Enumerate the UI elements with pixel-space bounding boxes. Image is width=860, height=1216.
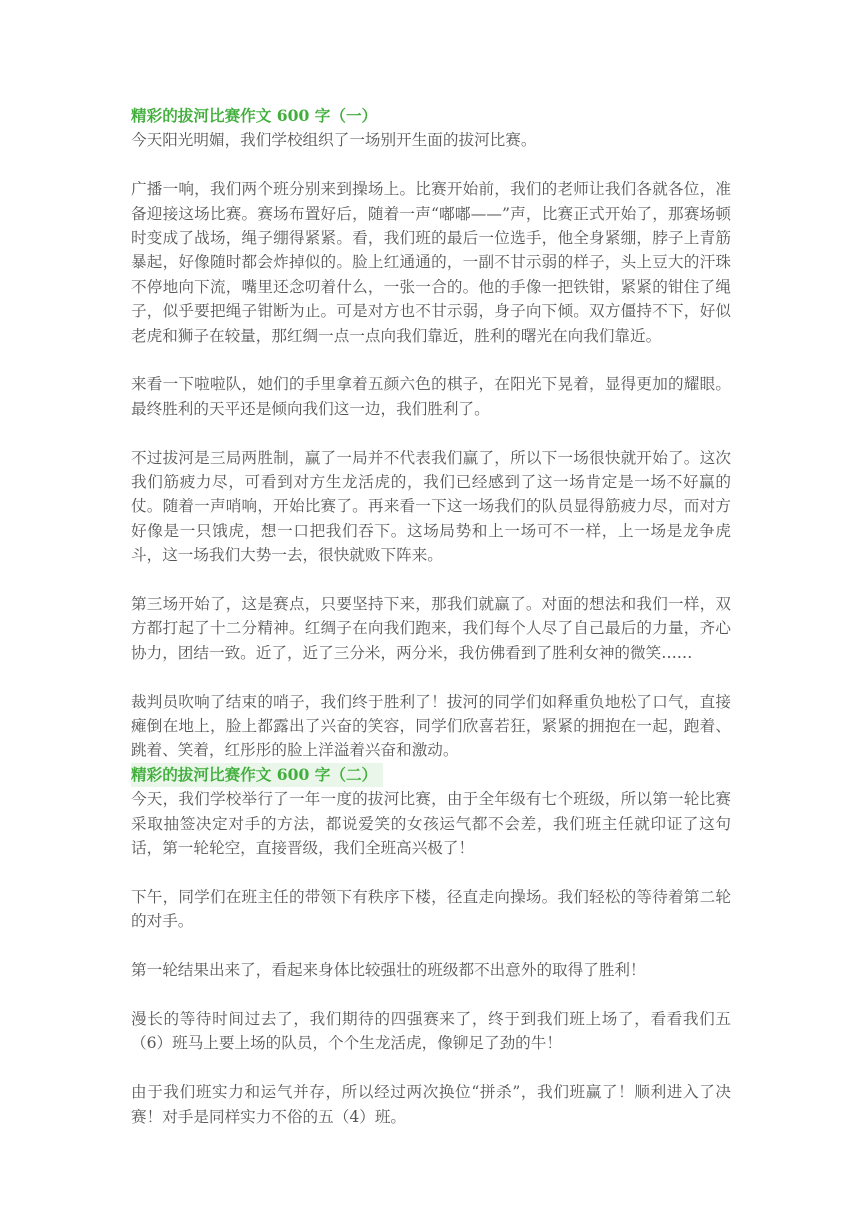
- section-2-title: 精彩的拔河比赛作文 600 字（二）: [131, 763, 383, 787]
- paragraph: 不过拔河是三局两胜制，赢了一局并不代表我们赢了，所以下一场很快就开始了。这次我们筋疲力尽，可看到对方生龙活虎的，我们已经感到了这一场肯定是一场不好赢的仗。随着一声哨响，开始比赛了。再来看一下这一场我们的队员显得筋疲力尽，而对方好像是一只饿虎，想一口把我们吞下。这场局势和上一场可不一样，上一场是龙争虎斗，这一场我们大势一去，很快就败下阵来。: [131, 448, 731, 565]
- paragraph: 漫长的等待时间过去了，我们期待的四强赛来了，终于到我们班上场了，看看我们五（6）班马上要上场的队员，个个生龙活虎，像铆足了劲的牛！: [131, 1009, 731, 1053]
- paragraph: 第三场开始了，这是赛点，只要坚持下来，那我们就赢了。对面的想法和我们一样，双方都打起了十二分精神。红绸子在向我们跑来，我们每个人尽了自己最后的力量，齐心协力，团结一致。近了，近了三分米，两分米，我仿佛看到了胜利女神的微笑……: [131, 595, 731, 662]
- section-1-title: 精彩的拔河比赛作文 600 字（一）: [131, 106, 378, 125]
- document-body: [131, 104, 731, 1129]
- paragraph: 第一轮结果出来了，看起来身体比较强壮的班级都不出意外的取得了胜利！: [131, 961, 646, 980]
- paragraph: 今天阳光明媚，我们学校组织了一场别开生面的拔河比赛。: [131, 131, 537, 150]
- paragraph: 裁判员吹响了结束的哨子，我们终于胜利了！拔河的同学们如释重负地松了口气，直接瘫倒在地上，脸上都露出了兴奋的笑容，同学们欣喜若狂，紧紧的拥抱在一起，跑着、跳着、笑着，红彤彤的脸上洋溢着兴奋和激动。: [131, 692, 731, 760]
- paragraph: 来看一下啦啦队，她们的手里拿着五颜六色的棋子，在阳光下晃着，显得更加的耀眼。最终胜利的天平还是倾向我们这一边，我们胜利了。: [131, 375, 731, 418]
- paragraph: 广播一响，我们两个班分别来到操场上。比赛开始前，我们的老师让我们各就各位，准备迎接这场比赛。赛场布置好后，随着一声“嘟嘟——”声，比赛正式开始了，那赛场顿时变成了战场，绳子绷得紧紧。看，我们班的最后一位选手，他全身紧绷，脖子上青筋暴起，好像随时都会炸掉似的。脸上红通通的，一副不甘示弱的样子，头上豆大的汗珠不停地向下流，嘴里还念叨着什么，一张一合的。他的手像一把铁钳，紧紧的钳住了绳子，似乎要把绳子钳断为止。可是对方也不甘示弱，身子向下倾。双方僵持不下，好似老虎和狮子在较量，那红绸一点一点向我们靠近，胜利的曙光在向我们靠近。: [131, 180, 731, 345]
- paragraph: 由于我们班实力和运气并存，所以经过两次换位“拼杀”，我们班赢了！顺利进入了决赛！对手是同样实力不俗的五（4）班。: [131, 1083, 731, 1126]
- paragraph: 下午，同学们在班主任的带领下有秩序下楼，径直走向操场。我们轻松的等待着第二轮的对手。: [131, 887, 731, 931]
- paragraph: 今天，我们学校举行了一年一度的拔河比赛，由于全年级有七个班级，所以第一轮比赛采取抽签决定对手的方法，都说爱笑的女孩运气都不会差，我们班主任就印证了这句话，第一轮轮空，直接晋级，我们全班高兴极了！: [131, 790, 731, 858]
